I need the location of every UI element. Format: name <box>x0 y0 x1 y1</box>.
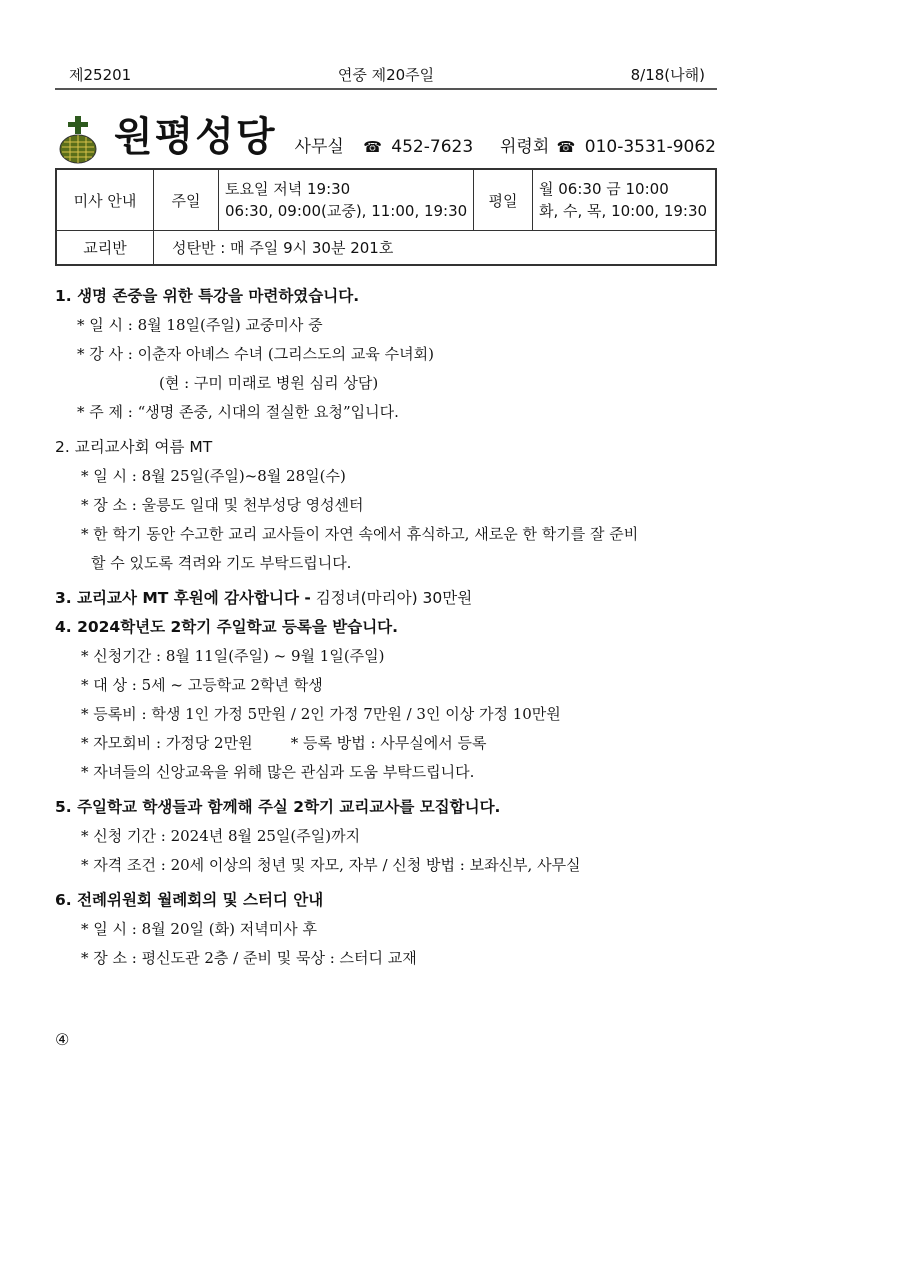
announcement-title: 2. 교리교사회 여름 MT <box>55 438 213 456</box>
catechism-text: 성탄반 : 매 주일 9시 30분 201호 <box>154 231 717 266</box>
office-phone: 452-7623 <box>391 137 474 157</box>
list-item: 할 수 있도록 격려와 기도 부탁드립니다. <box>91 554 352 572</box>
list-item: * 강 사 : 이춘자 아녜스 수녀 (그리스도의 교육 수녀회) <box>77 345 434 363</box>
list-item: * 자모회비 : 가정당 2만원 * 등록 방법 : 사무실에서 등록 <box>81 734 487 752</box>
catechism-label: 교리반 <box>56 231 154 266</box>
phone-icon: ☎ <box>363 138 382 156</box>
issue-number: 제25201 <box>69 66 132 84</box>
list-item: * 대 상 : 5세 ~ 고등학교 2학년 학생 <box>81 676 323 694</box>
list-item: (현 : 구미 미래로 병원 심리 상담) <box>159 374 379 392</box>
announcements <box>55 282 725 979</box>
announcement-2 <box>55 433 725 578</box>
bulletin-header <box>55 60 717 90</box>
announcement-title: 3. 교리교사 MT 후원에 감사합니다 - 김정녀(마리아) 30만원 <box>55 589 473 607</box>
list-item: * 신청 기간 : 2024년 8월 25일(주일)까지 <box>81 827 361 845</box>
church-logo-icon <box>58 116 98 166</box>
church-title-row <box>58 112 718 168</box>
announcement-title: 5. 주일학교 학생들과 함께해 주실 2학기 교리교사를 모집합니다. <box>55 798 501 816</box>
weekday-times-line1: 월 06:30 금 10:00 <box>539 180 669 198</box>
announcement-title: 4. 2024학년도 2학기 주일학교 등록을 받습니다. <box>55 618 399 636</box>
liturgical-sunday: 연중 제20주일 <box>337 66 435 84</box>
list-item: * 일 시 : 8월 18일(주일) 교중미사 중 <box>77 316 323 334</box>
announcement-1 <box>55 282 725 427</box>
list-item: * 자격 조건 : 20세 이상의 청년 및 자모, 자부 / 신청 방법 : 보좌신부, 사무실 <box>81 856 581 874</box>
page-number: ④ <box>55 1030 70 1049</box>
committee-phone: 010-3531-9062 <box>584 137 716 157</box>
weekday-times-line2: 화, 수, 목, 10:00, 19:30 <box>539 202 708 220</box>
sunday-times-line1: 토요일 저녁 19:30 <box>225 180 351 198</box>
phone-icon: ☎ <box>556 138 576 156</box>
mass-schedule-table <box>55 168 717 266</box>
church-name: 원평성당 <box>114 114 277 160</box>
committee-label: 위령회 <box>499 137 550 157</box>
list-item: * 자녀들의 신앙교육을 위해 많은 관심과 도움 부탁드립니다. <box>81 763 475 781</box>
bulletin-date: 8/18(나해) <box>630 66 705 84</box>
sunday-times <box>219 169 474 231</box>
contact-info <box>295 132 716 157</box>
weekday-times <box>533 169 717 231</box>
weekday-label: 평일 <box>474 169 533 231</box>
list-item: * 신청기간 : 8월 11일(주일) ~ 9월 1일(주일) <box>81 647 385 665</box>
list-item: * 장 소 : 평신도관 2층 / 준비 및 묵상 : 스터디 교재 <box>81 949 417 967</box>
announcement-title: 1. 생명 존중을 위한 특강을 마련하였습니다. <box>55 287 360 305</box>
list-item: * 주 제 : “생명 존중, 시대의 절실한 요청”입니다. <box>77 403 399 421</box>
office-label: 사무실 <box>294 137 344 157</box>
list-item: * 등록비 : 학생 1인 가정 5만원 / 2인 가정 7만원 / 3인 이상 가정 10만원 <box>81 705 561 723</box>
donor-info: 김정녀(마리아) 30만원 <box>310 589 473 607</box>
sunday-label: 주일 <box>154 169 219 231</box>
list-item: * 장 소 : 울릉도 일대 및 천부성당 영성센터 <box>81 496 364 514</box>
list-item: * 일 시 : 8월 20일 (화) 저녁미사 후 <box>81 920 317 938</box>
sunday-times-line2: 06:30, 09:00(교중), 11:00, 19:30 <box>225 202 468 220</box>
list-item: * 일 시 : 8월 25일(주일)~8월 28일(수) <box>81 467 346 485</box>
announcement-title: 6. 전례위원회 월례회의 및 스터디 안내 <box>55 891 324 909</box>
announcement-5 <box>55 793 725 880</box>
announcement-4 <box>55 613 725 787</box>
announcement-6 <box>55 886 725 973</box>
announcement-3 <box>55 584 725 613</box>
mass-label: 미사 안내 <box>56 169 154 231</box>
list-item: * 한 학기 동안 수고한 교리 교사들이 자연 속에서 휴식하고, 새로운 한 학기를 잘 준비 <box>81 525 639 543</box>
